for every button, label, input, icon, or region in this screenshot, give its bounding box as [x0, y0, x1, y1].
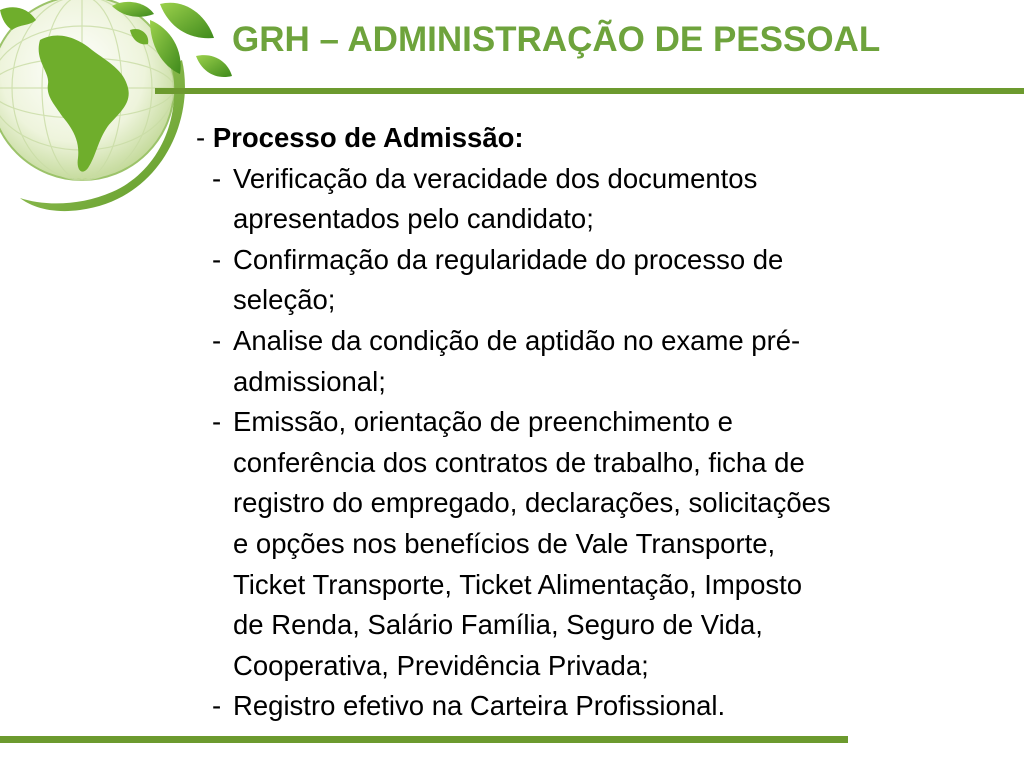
item-line: Analise da condição de aptidão no exame pré-: [233, 324, 801, 356]
list-item: [196, 686, 996, 727]
item-line: Cooperativa, Previdência Privada;: [233, 649, 649, 681]
item-line: conferência dos contratos de trabalho, ficha de: [233, 446, 805, 478]
top-divider: [155, 88, 1024, 94]
item-line: registro do empregado, declarações, solicitações: [233, 487, 831, 519]
heading-dash: -: [196, 122, 206, 153]
item-dash: -: [212, 690, 222, 722]
item-dash: -: [212, 162, 222, 194]
item-line: Registro efetivo na Carteira Profissional.: [233, 690, 726, 722]
item-dash: -: [212, 324, 222, 356]
item-line: Verificação da veracidade dos documentos: [233, 162, 758, 194]
item-line: Emissão, orientação de preenchimento e: [233, 406, 733, 438]
item-line: e opções nos benefícios de Vale Transporte,: [233, 527, 776, 559]
slide-title: GRH – ADMINISTRAÇÃO DE PESSOAL: [232, 20, 881, 59]
bottom-divider: [0, 736, 848, 743]
slide-body: [196, 118, 996, 727]
item-line: apresentados pelo candidato;: [233, 203, 594, 235]
item-line: seleção;: [233, 284, 336, 316]
list-item: [196, 402, 996, 686]
heading-text: Processo de Admissão:: [212, 122, 524, 153]
list-item: [196, 159, 996, 240]
item-line: de Renda, Salário Família, Seguro de Vida,: [233, 609, 763, 641]
section-heading: [196, 118, 996, 159]
item-line: Ticket Transporte, Ticket Alimentação, Imposto: [233, 568, 803, 600]
list-item: [196, 321, 996, 402]
item-line: Confirmação da regularidade do processo de: [233, 243, 784, 275]
item-dash: -: [212, 243, 222, 275]
item-line: admissional;: [233, 365, 386, 397]
list-item: [196, 240, 996, 321]
item-dash: -: [212, 406, 222, 438]
